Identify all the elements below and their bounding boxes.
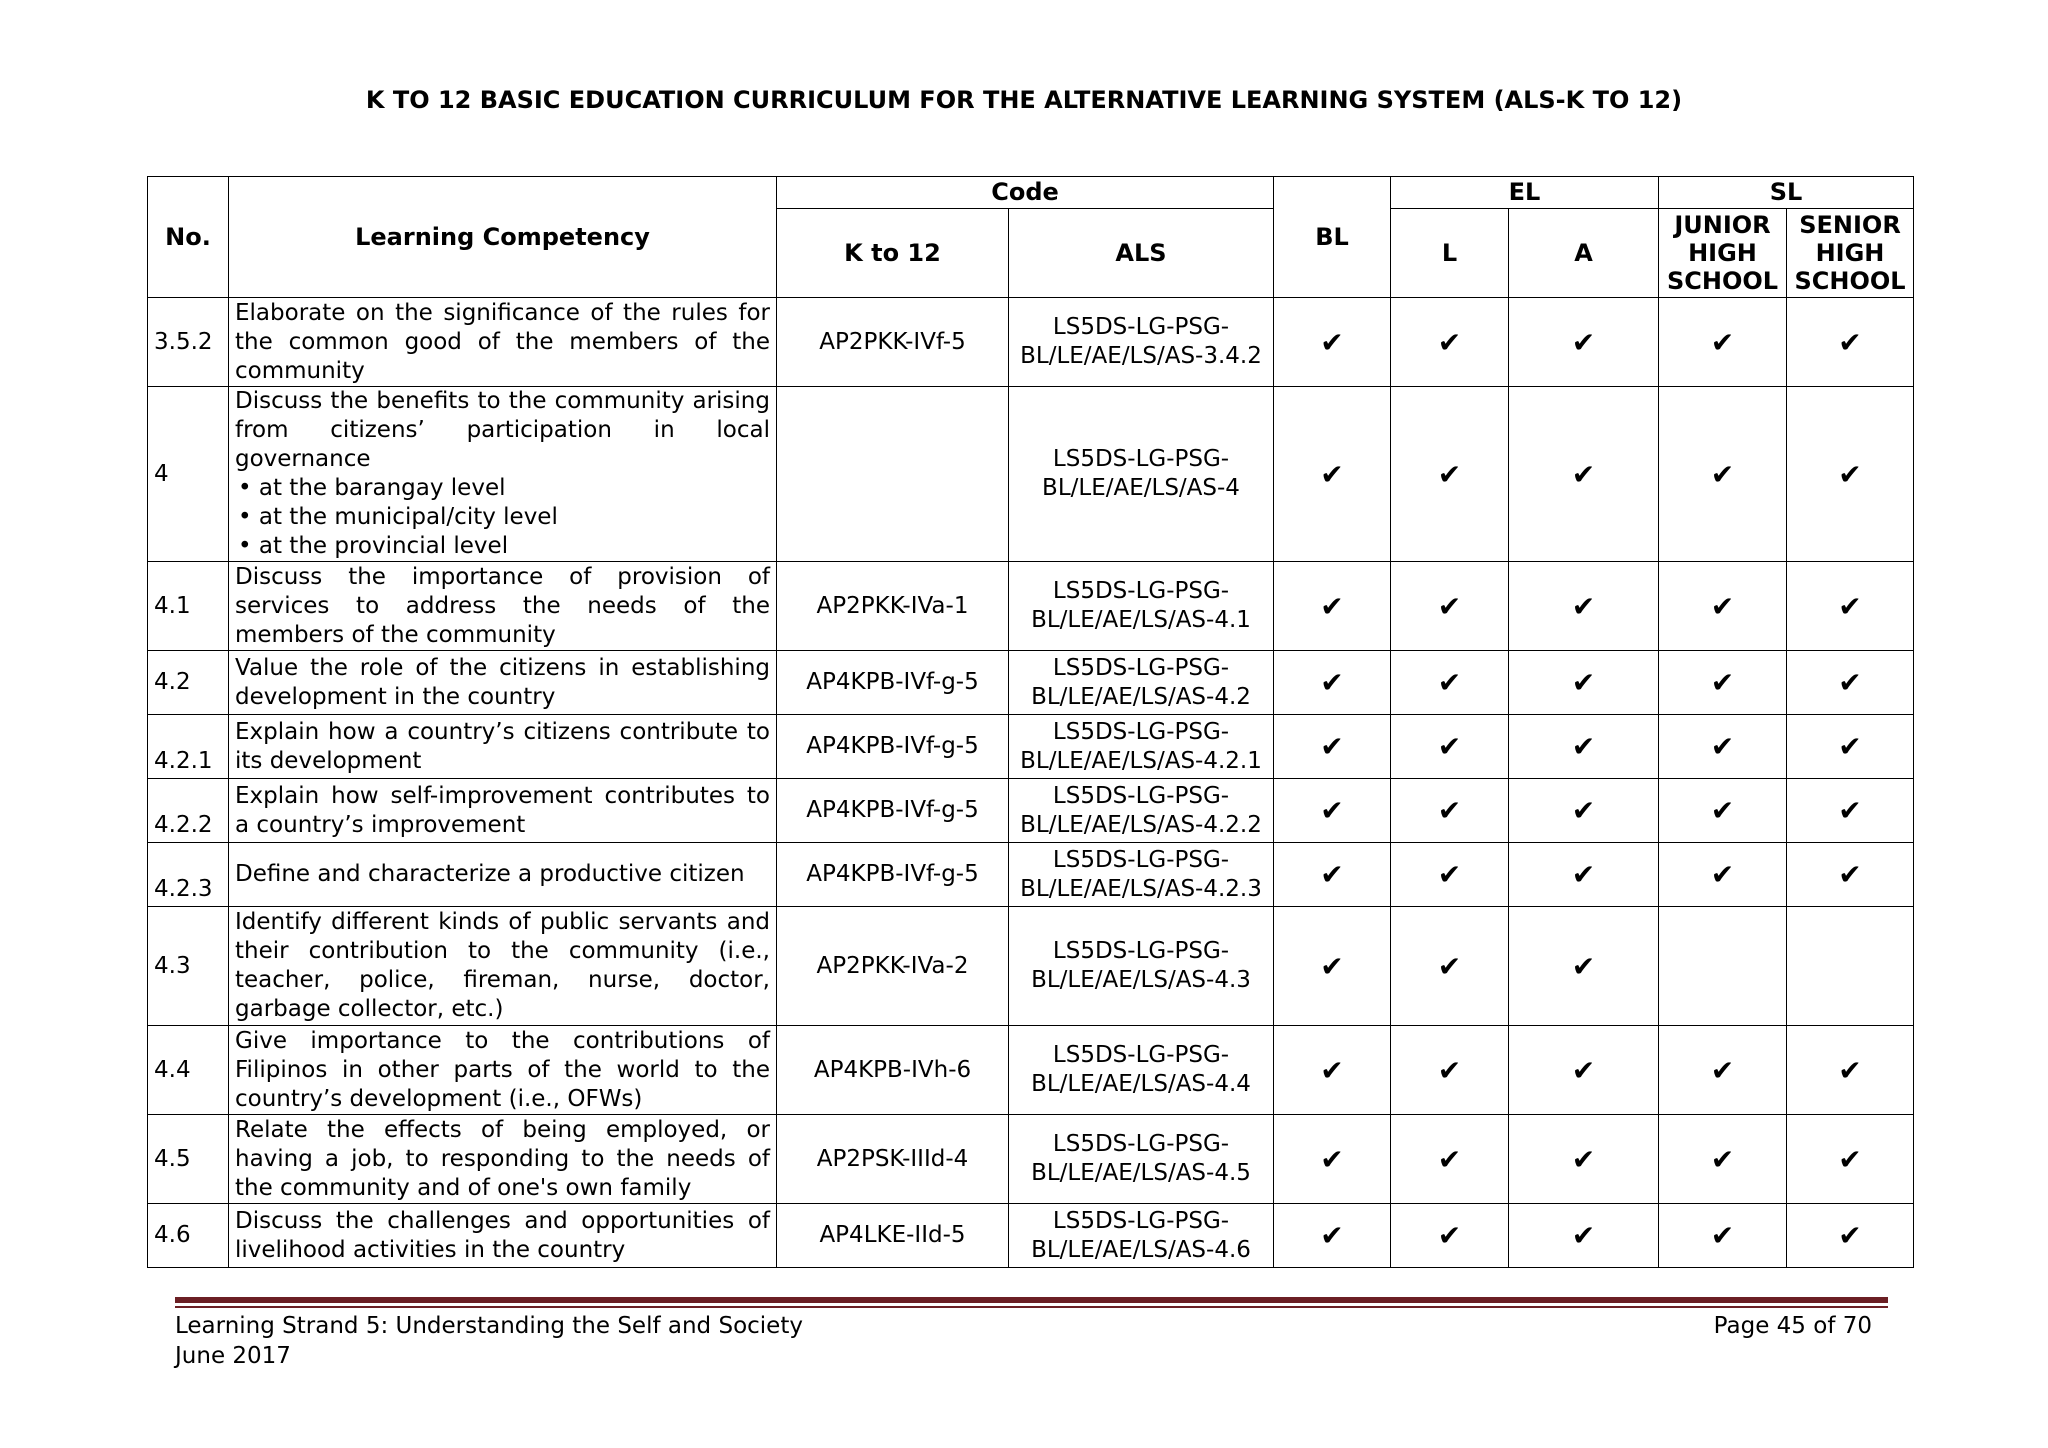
learning-competency-cell [229, 1204, 777, 1268]
checkmark-icon: ✔ [1320, 858, 1344, 891]
check-cell-el-a [1509, 1026, 1659, 1115]
header-als: ALS [1009, 209, 1274, 298]
check-cell-senior-high [1787, 1026, 1914, 1115]
check-cell-bl [1274, 387, 1391, 562]
header-row-top [148, 177, 1914, 209]
check-cell-junior-high [1659, 562, 1787, 651]
check-cell-senior-high [1787, 779, 1914, 843]
learning-competency-text: Explain how self-improvement contributes to a country’s improvement [235, 782, 770, 838]
table-row [148, 1026, 1914, 1115]
footer-rule-thin [175, 1306, 1888, 1308]
learning-competency-cell [229, 1115, 777, 1204]
checkmark-icon: ✔ [1710, 1219, 1735, 1252]
checkmark-icon: ✔ [1710, 457, 1735, 491]
k-to-12-code: AP4KPB-IVf-g-5 [777, 715, 1009, 779]
row-number: 4.6 [148, 1204, 229, 1268]
checkmark-icon: ✔ [1437, 730, 1462, 763]
check-cell-el-a [1509, 843, 1659, 907]
checkmark-icon: ✔ [1437, 1142, 1462, 1176]
row-number: 4.4 [148, 1026, 229, 1115]
check-cell-el-l [1391, 907, 1509, 1026]
learning-competency-text: Relate the effects of being employed, or having a job, to responding to the needs of the community and of one's own family [235, 1116, 770, 1201]
learning-competency-cell [229, 387, 777, 562]
table-row [148, 1115, 1914, 1204]
learning-competency-text: Define and characterize a productive citizen [235, 861, 745, 887]
header-no: No. [148, 177, 229, 298]
k-to-12-code: AP2PKK-IVa-1 [777, 562, 1009, 651]
header-junior-high-school: JUNIOR HIGH SCHOOL [1659, 209, 1787, 298]
checkmark-icon: ✔ [1437, 589, 1462, 623]
checkmark-icon: ✔ [1571, 666, 1596, 699]
checkmark-icon: ✔ [1571, 325, 1596, 359]
checkmark-icon: ✔ [1838, 589, 1862, 623]
learning-competency-cell [229, 907, 777, 1026]
als-code: LS5DS-LG-PSG-BL/LE/AE/LS/AS-4.3 [1009, 907, 1274, 1026]
footer-date: June 2017 [175, 1343, 291, 1369]
check-cell-bl [1274, 562, 1391, 651]
check-cell-el-a [1509, 562, 1659, 651]
checkmark-icon: ✔ [1320, 589, 1344, 623]
learning-competency-cell [229, 779, 777, 843]
checkmark-icon: ✔ [1838, 1219, 1862, 1252]
k-to-12-code: AP4KPB-IVf-g-5 [777, 779, 1009, 843]
checkmark-icon: ✔ [1571, 858, 1596, 891]
check-cell-el-a [1509, 1204, 1659, 1268]
checkmark-icon: ✔ [1437, 457, 1462, 491]
als-code: LS5DS-LG-PSG-BL/LE/AE/LS/AS-3.4.2 [1009, 298, 1274, 387]
check-cell-junior-high [1659, 387, 1787, 562]
table-row [148, 387, 1914, 562]
row-number: 4.2 [148, 651, 229, 715]
learning-competency-text: Discuss the importance of provision of services to address the needs of the members of the community [235, 563, 770, 648]
checkmark-icon: ✔ [1838, 1053, 1862, 1087]
checkmark-icon: ✔ [1710, 858, 1735, 891]
table-row [148, 298, 1914, 387]
checkmark-icon: ✔ [1320, 794, 1344, 827]
document-title: K TO 12 BASIC EDUCATION CURRICULUM FOR THE ALTERNATIVE LEARNING SYSTEM (ALS-K TO 12) [365, 86, 1683, 114]
row-number: 4.2.2 [148, 779, 229, 843]
checkmark-icon: ✔ [1320, 1053, 1344, 1087]
row-number: 4.5 [148, 1115, 229, 1204]
table-row [148, 562, 1914, 651]
check-cell-bl [1274, 715, 1391, 779]
check-cell-junior-high [1659, 715, 1787, 779]
header-k-to-12: K to 12 [777, 209, 1009, 298]
row-number: 4.1 [148, 562, 229, 651]
als-code: LS5DS-LG-PSG-BL/LE/AE/LS/AS-4.2.2 [1009, 779, 1274, 843]
als-code: LS5DS-LG-PSG-BL/LE/AE/LS/AS-4.2 [1009, 651, 1274, 715]
footer-page-number: Page 45 of 70 [1713, 1313, 1872, 1339]
check-cell-senior-high [1787, 1115, 1914, 1204]
check-cell-senior-high [1787, 907, 1914, 1026]
checkmark-icon: ✔ [1437, 1053, 1462, 1087]
k-to-12-code: AP4KPB-IVh-6 [777, 1026, 1009, 1115]
table-row [148, 779, 1914, 843]
check-cell-bl [1274, 843, 1391, 907]
checkmark-icon: ✔ [1838, 325, 1862, 359]
checkmark-icon: ✔ [1571, 1053, 1596, 1087]
check-cell-el-a [1509, 651, 1659, 715]
checkmark-icon: ✔ [1320, 457, 1344, 491]
header-el: EL [1391, 177, 1659, 209]
checkmark-icon: ✔ [1838, 730, 1862, 763]
learning-competency-cell [229, 651, 777, 715]
checkmark-icon: ✔ [1838, 666, 1862, 699]
table-row [148, 1204, 1914, 1268]
checkmark-icon: ✔ [1571, 794, 1596, 827]
learning-competency-text: Discuss the benefits to the community arising from citizens’ participation in local governance [235, 388, 770, 472]
als-code: LS5DS-LG-PSG-BL/LE/AE/LS/AS-4.6 [1009, 1204, 1274, 1268]
check-cell-junior-high [1659, 651, 1787, 715]
checkmark-icon: ✔ [1838, 858, 1862, 891]
check-cell-el-l [1391, 651, 1509, 715]
header-learning-competency: Learning Competency [229, 177, 777, 298]
check-cell-el-a [1509, 907, 1659, 1026]
check-cell-el-a [1509, 1115, 1659, 1204]
row-number: 4.2.1 [148, 715, 229, 779]
table-body [148, 298, 1914, 1268]
learning-competency-text: Explain how a country’s citizens contribute to its development [235, 718, 770, 774]
table-row [148, 715, 1914, 779]
als-code: LS5DS-LG-PSG-BL/LE/AE/LS/AS-4.4 [1009, 1026, 1274, 1115]
checkmark-icon: ✔ [1710, 1142, 1735, 1176]
check-cell-el-l [1391, 298, 1509, 387]
check-cell-junior-high [1659, 779, 1787, 843]
footer-rule-thick [175, 1297, 1888, 1303]
check-cell-senior-high [1787, 298, 1914, 387]
checkmark-icon: ✔ [1710, 666, 1735, 699]
check-cell-bl [1274, 1115, 1391, 1204]
check-cell-bl [1274, 651, 1391, 715]
checkmark-icon: ✔ [1320, 949, 1344, 983]
checkmark-icon: ✔ [1320, 1219, 1344, 1252]
k-to-12-code: AP2PSK-IIId-4 [777, 1115, 1009, 1204]
checkmark-icon: ✔ [1437, 325, 1462, 359]
footer-left [175, 1311, 803, 1371]
row-number: 4.3 [148, 907, 229, 1026]
checkmark-icon: ✔ [1710, 589, 1735, 623]
checkmark-icon: ✔ [1437, 949, 1462, 983]
check-cell-el-a [1509, 298, 1659, 387]
learning-competency-text: Give importance to the contributions of Filipinos in other parts of the world to the country’s development (i.e., OFWs) [235, 1027, 770, 1112]
header-bl: BL [1274, 177, 1391, 298]
check-cell-junior-high [1659, 1026, 1787, 1115]
checkmark-icon: ✔ [1571, 730, 1596, 763]
check-cell-senior-high [1787, 387, 1914, 562]
footer-strand: Learning Strand 5: Understanding the Self and Society [175, 1313, 803, 1339]
k-to-12-code: AP2PKK-IVf-5 [777, 298, 1009, 387]
learning-competency-text: Discuss the challenges and opportunities of livelihood activities in the country [235, 1207, 770, 1263]
check-cell-senior-high [1787, 843, 1914, 907]
k-to-12-code: AP4KPB-IVf-g-5 [777, 843, 1009, 907]
checkmark-icon: ✔ [1320, 666, 1344, 699]
learning-competency-cell [229, 298, 777, 387]
table-row [148, 843, 1914, 907]
k-to-12-code: AP2PKK-IVa-2 [777, 907, 1009, 1026]
checkmark-icon: ✔ [1710, 1053, 1735, 1087]
check-cell-senior-high [1787, 1204, 1914, 1268]
check-cell-bl [1274, 779, 1391, 843]
k-to-12-code [777, 387, 1009, 562]
check-cell-el-l [1391, 1026, 1509, 1115]
competency-table [147, 176, 1914, 1268]
check-cell-bl [1274, 298, 1391, 387]
row-number: 4 [148, 387, 229, 562]
als-code: LS5DS-LG-PSG-BL/LE/AE/LS/AS-4.1 [1009, 562, 1274, 651]
header-el-a: A [1509, 209, 1659, 298]
checkmark-icon: ✔ [1571, 949, 1596, 983]
checkmark-icon: ✔ [1571, 589, 1596, 623]
header-el-l: L [1391, 209, 1509, 298]
checkmark-icon: ✔ [1320, 1142, 1344, 1176]
checkmark-icon: ✔ [1437, 858, 1462, 891]
check-cell-el-l [1391, 1204, 1509, 1268]
check-cell-bl [1274, 1026, 1391, 1115]
check-cell-el-l [1391, 715, 1509, 779]
als-code: LS5DS-LG-PSG-BL/LE/AE/LS/AS-4 [1009, 387, 1274, 562]
checkmark-icon: ✔ [1710, 325, 1735, 359]
checkmark-icon: ✔ [1437, 794, 1462, 827]
learning-competency-cell [229, 843, 777, 907]
governance-level-item: • at the barangay level [238, 475, 506, 501]
check-cell-senior-high [1787, 651, 1914, 715]
header-senior-high-school: SENIOR HIGH SCHOOL [1787, 209, 1914, 298]
checkmark-icon: ✔ [1710, 730, 1735, 763]
check-cell-el-a [1509, 387, 1659, 562]
check-cell-el-l [1391, 843, 1509, 907]
learning-competency-text: Value the role of the citizens in establishing development in the country [235, 654, 770, 710]
check-cell-el-l [1391, 387, 1509, 562]
check-cell-el-l [1391, 1115, 1509, 1204]
check-cell-junior-high [1659, 843, 1787, 907]
row-number: 4.2.3 [148, 843, 229, 907]
learning-competency-text: Identify different kinds of public servants and their contribution to the community (i.e., teacher, police, fireman, nurse, doctor, garbage collector, etc.) [235, 909, 770, 1022]
checkmark-icon: ✔ [1838, 794, 1862, 827]
governance-level-list [235, 474, 770, 561]
row-number: 3.5.2 [148, 298, 229, 387]
checkmark-icon: ✔ [1320, 325, 1344, 359]
check-cell-bl [1274, 1204, 1391, 1268]
check-cell-bl [1274, 907, 1391, 1026]
check-cell-senior-high [1787, 562, 1914, 651]
check-cell-el-a [1509, 779, 1659, 843]
check-cell-el-l [1391, 562, 1509, 651]
header-code: Code [777, 177, 1274, 209]
check-cell-el-a [1509, 715, 1659, 779]
als-code: LS5DS-LG-PSG-BL/LE/AE/LS/AS-4.5 [1009, 1115, 1274, 1204]
check-cell-el-l [1391, 779, 1509, 843]
check-cell-junior-high [1659, 907, 1787, 1026]
checkmark-icon: ✔ [1838, 457, 1862, 491]
header-sl: SL [1659, 177, 1914, 209]
learning-competency-cell [229, 1026, 777, 1115]
checkmark-icon: ✔ [1437, 1219, 1462, 1252]
k-to-12-code: AP4LKE-IId-5 [777, 1204, 1009, 1268]
check-cell-senior-high [1787, 715, 1914, 779]
governance-level-item: • at the municipal/city level [238, 504, 558, 530]
check-cell-junior-high [1659, 298, 1787, 387]
learning-competency-cell [229, 715, 777, 779]
checkmark-icon: ✔ [1838, 1142, 1862, 1176]
table-row [148, 651, 1914, 715]
checkmark-icon: ✔ [1571, 1142, 1596, 1176]
checkmark-icon: ✔ [1571, 1219, 1596, 1252]
learning-competency-cell [229, 562, 777, 651]
governance-level-item: • at the provincial level [238, 533, 509, 559]
als-code: LS5DS-LG-PSG-BL/LE/AE/LS/AS-4.2.1 [1009, 715, 1274, 779]
checkmark-icon: ✔ [1320, 730, 1344, 763]
check-cell-junior-high [1659, 1115, 1787, 1204]
checkmark-icon: ✔ [1571, 457, 1596, 491]
als-code: LS5DS-LG-PSG-BL/LE/AE/LS/AS-4.2.3 [1009, 843, 1274, 907]
checkmark-icon: ✔ [1437, 666, 1462, 699]
check-cell-junior-high [1659, 1204, 1787, 1268]
learning-competency-text: Elaborate on the significance of the rules for the common good of the members of the community [235, 299, 770, 384]
k-to-12-code: AP4KPB-IVf-g-5 [777, 651, 1009, 715]
table-row [148, 907, 1914, 1026]
checkmark-icon: ✔ [1710, 794, 1735, 827]
